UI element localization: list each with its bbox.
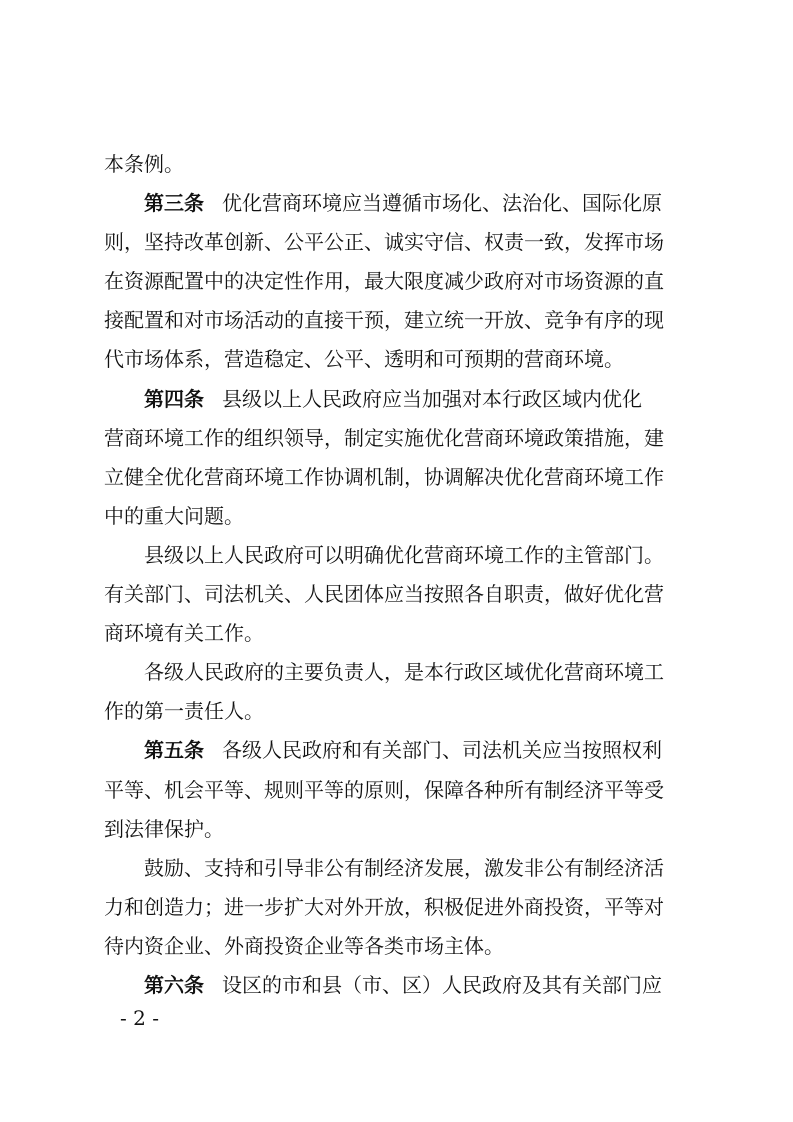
text-line <box>104 458 694 497</box>
text-line <box>104 301 694 340</box>
paragraph-text: 县级以上人民政府可以明确优化营商环境工作的主管部门。 <box>144 542 664 567</box>
paragraph-text: 立健全优化营商环境工作协调机制，协调解决优化营商环境工作 <box>104 464 664 489</box>
paragraph-text: 在资源配置中的决定性作用，最大限度减少政府对市场资源的直 <box>104 269 664 294</box>
paragraph-text: 县级以上人民政府应当加强对本行政区域内优化 <box>222 386 642 411</box>
paragraph-text: 到法律保护。 <box>104 816 224 841</box>
text-line <box>104 419 694 458</box>
text-line <box>104 849 694 888</box>
text-line <box>104 145 694 184</box>
text-line <box>104 771 694 810</box>
page-number: - 2 - <box>120 1006 159 1030</box>
paragraph-text: 则，坚持改革创新、公平公正、诚实守信、权责一致，发挥市场 <box>104 230 664 255</box>
article-heading: 第三条 <box>144 191 204 216</box>
text-line <box>104 927 694 966</box>
paragraph-text: 鼓励、支持和引导非公有制经济发展，激发非公有制经济活 <box>144 855 664 880</box>
text-line <box>104 966 694 1005</box>
paragraph-text: 本条例。 <box>104 152 184 176</box>
paragraph-text: 平等、机会平等、规则平等的原则，保障各种所有制经济平等受 <box>104 777 664 802</box>
paragraph-text: 设区的市和县（市、区）人民政府及其有关部门应 <box>222 972 662 997</box>
text-line <box>104 262 694 301</box>
paragraph-text: 力和创造力；进一步扩大对外开放，积极促进外商投资，平等对 <box>104 894 664 919</box>
paragraph-text: 待内资企业、外商投资企业等各类市场主体。 <box>104 933 504 958</box>
text-line <box>104 731 694 770</box>
article-heading: 第六条 <box>144 972 204 997</box>
paragraph-text: 营商环境工作的组织领导，制定实施优化营商环境政策措施，建 <box>104 425 664 450</box>
text-line <box>104 810 694 849</box>
text-line <box>104 653 694 692</box>
text-line <box>104 184 694 223</box>
paragraph-text: 代市场体系，营造稳定、公平、透明和可预期的营商环境。 <box>104 347 624 372</box>
text-line <box>104 497 694 536</box>
text-line <box>104 223 694 262</box>
article-heading: 第五条 <box>144 738 204 763</box>
paragraph-text: 优化营商环境应当遵循市场化、法治化、国际化原 <box>222 191 662 216</box>
text-line <box>104 614 694 653</box>
paragraph-text: 中的重大问题。 <box>104 503 244 528</box>
text-line <box>104 575 694 614</box>
article-heading: 第四条 <box>144 386 204 411</box>
paragraph-text: 商环境有关工作。 <box>104 621 264 646</box>
paragraph-text: 有关部门、司法机关、人民团体应当按照各自职责，做好优化营 <box>104 582 664 607</box>
text-line <box>104 340 694 379</box>
paragraph-text: 各级人民政府的主要负责人，是本行政区域优化营商环境工 <box>144 660 664 685</box>
paragraph-text: 接配置和对市场活动的直接干预，建立统一开放、竞争有序的现 <box>104 308 664 333</box>
text-line <box>104 380 694 419</box>
text-line <box>104 692 694 731</box>
document-body <box>104 145 694 1005</box>
text-line <box>104 888 694 927</box>
paragraph-text: 作的第一责任人。 <box>104 699 264 724</box>
text-line <box>104 536 694 575</box>
paragraph-text: 各级人民政府和有关部门、司法机关应当按照权利 <box>222 738 662 763</box>
